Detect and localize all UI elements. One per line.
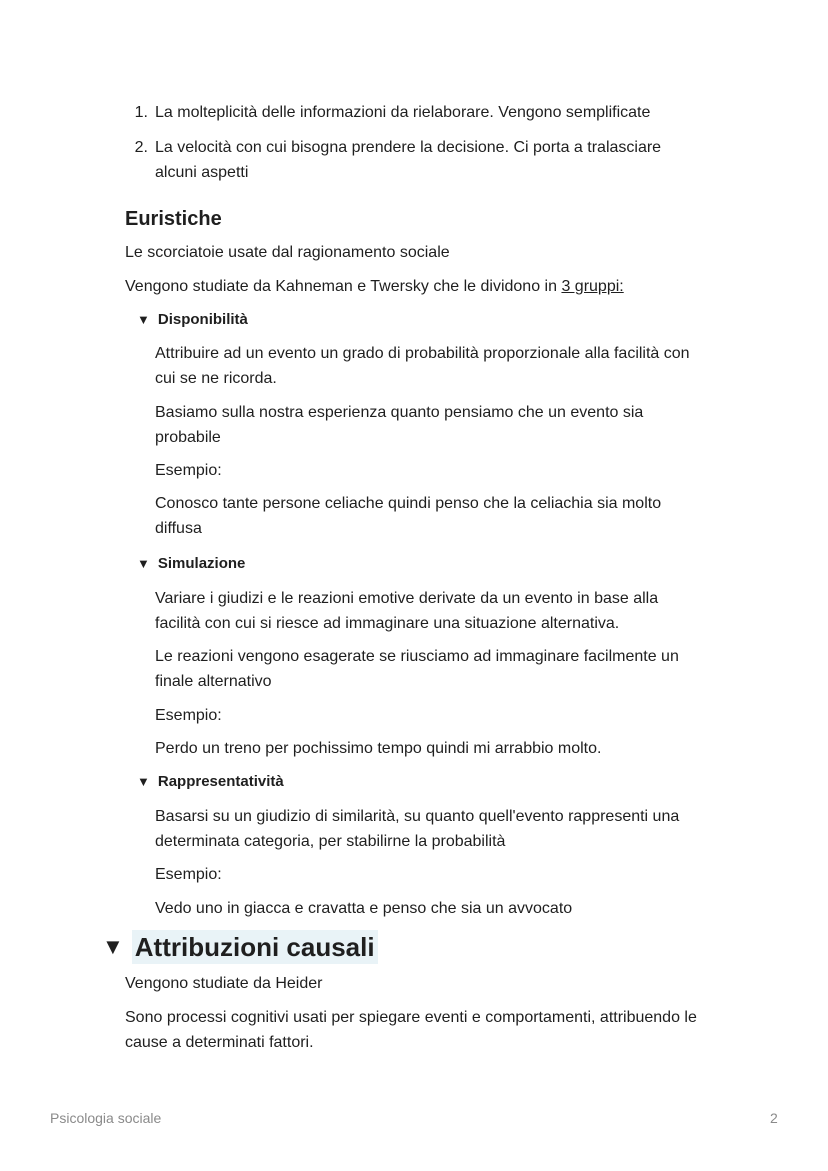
paragraph: determinata categoria, per stabilirne la probabilità <box>155 833 506 850</box>
list-item-text: La molteplicità delle informazioni da rielaborare. Vengono semplificate <box>155 104 651 121</box>
paragraph: Basarsi su un giudizio di similarità, su quanto quell'evento rappresenti una <box>155 808 680 825</box>
toggle-heading-attribuzioni-causali[interactable] <box>102 930 378 964</box>
toggle-label: Disponibilità <box>157 311 248 328</box>
toggle-label: Simulazione <box>157 555 246 572</box>
triangle-down-icon[interactable]: ▼ <box>137 556 150 571</box>
paragraph: Esempio: <box>155 866 222 883</box>
paragraph: finale alternativo <box>155 673 272 690</box>
triangle-down-icon[interactable]: ▼ <box>137 312 150 327</box>
page-number: 2 <box>770 1110 778 1126</box>
paragraph: Attribuire ad un evento un grado di probabilità proporzionale alla facilità con <box>155 345 690 362</box>
section-heading-attribuzioni: Attribuzioni causali <box>132 930 378 964</box>
paragraph: Vengono studiate da Heider <box>125 975 323 992</box>
toggle-rappresentativita[interactable] <box>137 771 284 793</box>
triangle-down-icon[interactable]: ▼ <box>102 934 124 959</box>
paragraph: diffusa <box>155 520 202 537</box>
list-item-text: La velocità con cui bisogna prendere la decisione. Ci porta a tralasciare <box>155 139 662 156</box>
paragraph: facilità con cui si riesce ad immaginare una situazione alternativa. <box>155 615 620 632</box>
list-item-text: alcuni aspetti <box>155 164 249 181</box>
footer-title: Psicologia sociale <box>50 1110 162 1126</box>
toggle-simulazione[interactable] <box>137 553 245 575</box>
underlined-text: 3 gruppi: <box>561 278 624 295</box>
paragraph: Sono processi cognitivi usati per spiegare eventi e comportamenti, attribuendo le <box>125 1009 697 1026</box>
toggle-disponibilita[interactable] <box>137 309 248 331</box>
paragraph: probabile <box>155 429 221 446</box>
paragraph: Esempio: <box>155 462 222 479</box>
paragraph: Basiamo sulla nostra esperienza quanto pensiamo che un evento sia <box>155 404 644 421</box>
paragraph-text: Vengono studiate da Kahneman e Twersky che le dividono in <box>125 278 562 295</box>
paragraph: Perdo un treno per pochissimo tempo quindi mi arrabbio molto. <box>155 740 602 757</box>
paragraph: Le scorciatoie usate dal ragionamento sociale <box>125 244 450 261</box>
paragraph: cause a determinati fattori. <box>125 1034 314 1051</box>
list-number: 1. <box>134 104 148 121</box>
paragraph: cui se ne ricorda. <box>155 370 277 387</box>
paragraph: Esempio: <box>155 707 222 724</box>
paragraph: Variare i giudizi e le reazioni emotive derivate da un evento in base alla <box>155 590 659 607</box>
paragraph: Conosco tante persone celiache quindi penso che la celiachia sia molto <box>155 495 662 512</box>
list-number: 2. <box>134 139 148 156</box>
paragraph <box>125 274 624 299</box>
paragraph: Le reazioni vengono esagerate se riusciamo ad immaginare facilmente un <box>155 648 679 665</box>
section-heading-euristiche: Euristiche <box>125 208 222 230</box>
paragraph: Vedo uno in giacca e cravatta e penso che sia un avvocato <box>155 900 573 917</box>
toggle-label: Rappresentatività <box>157 773 284 790</box>
triangle-down-icon[interactable]: ▼ <box>137 774 150 789</box>
